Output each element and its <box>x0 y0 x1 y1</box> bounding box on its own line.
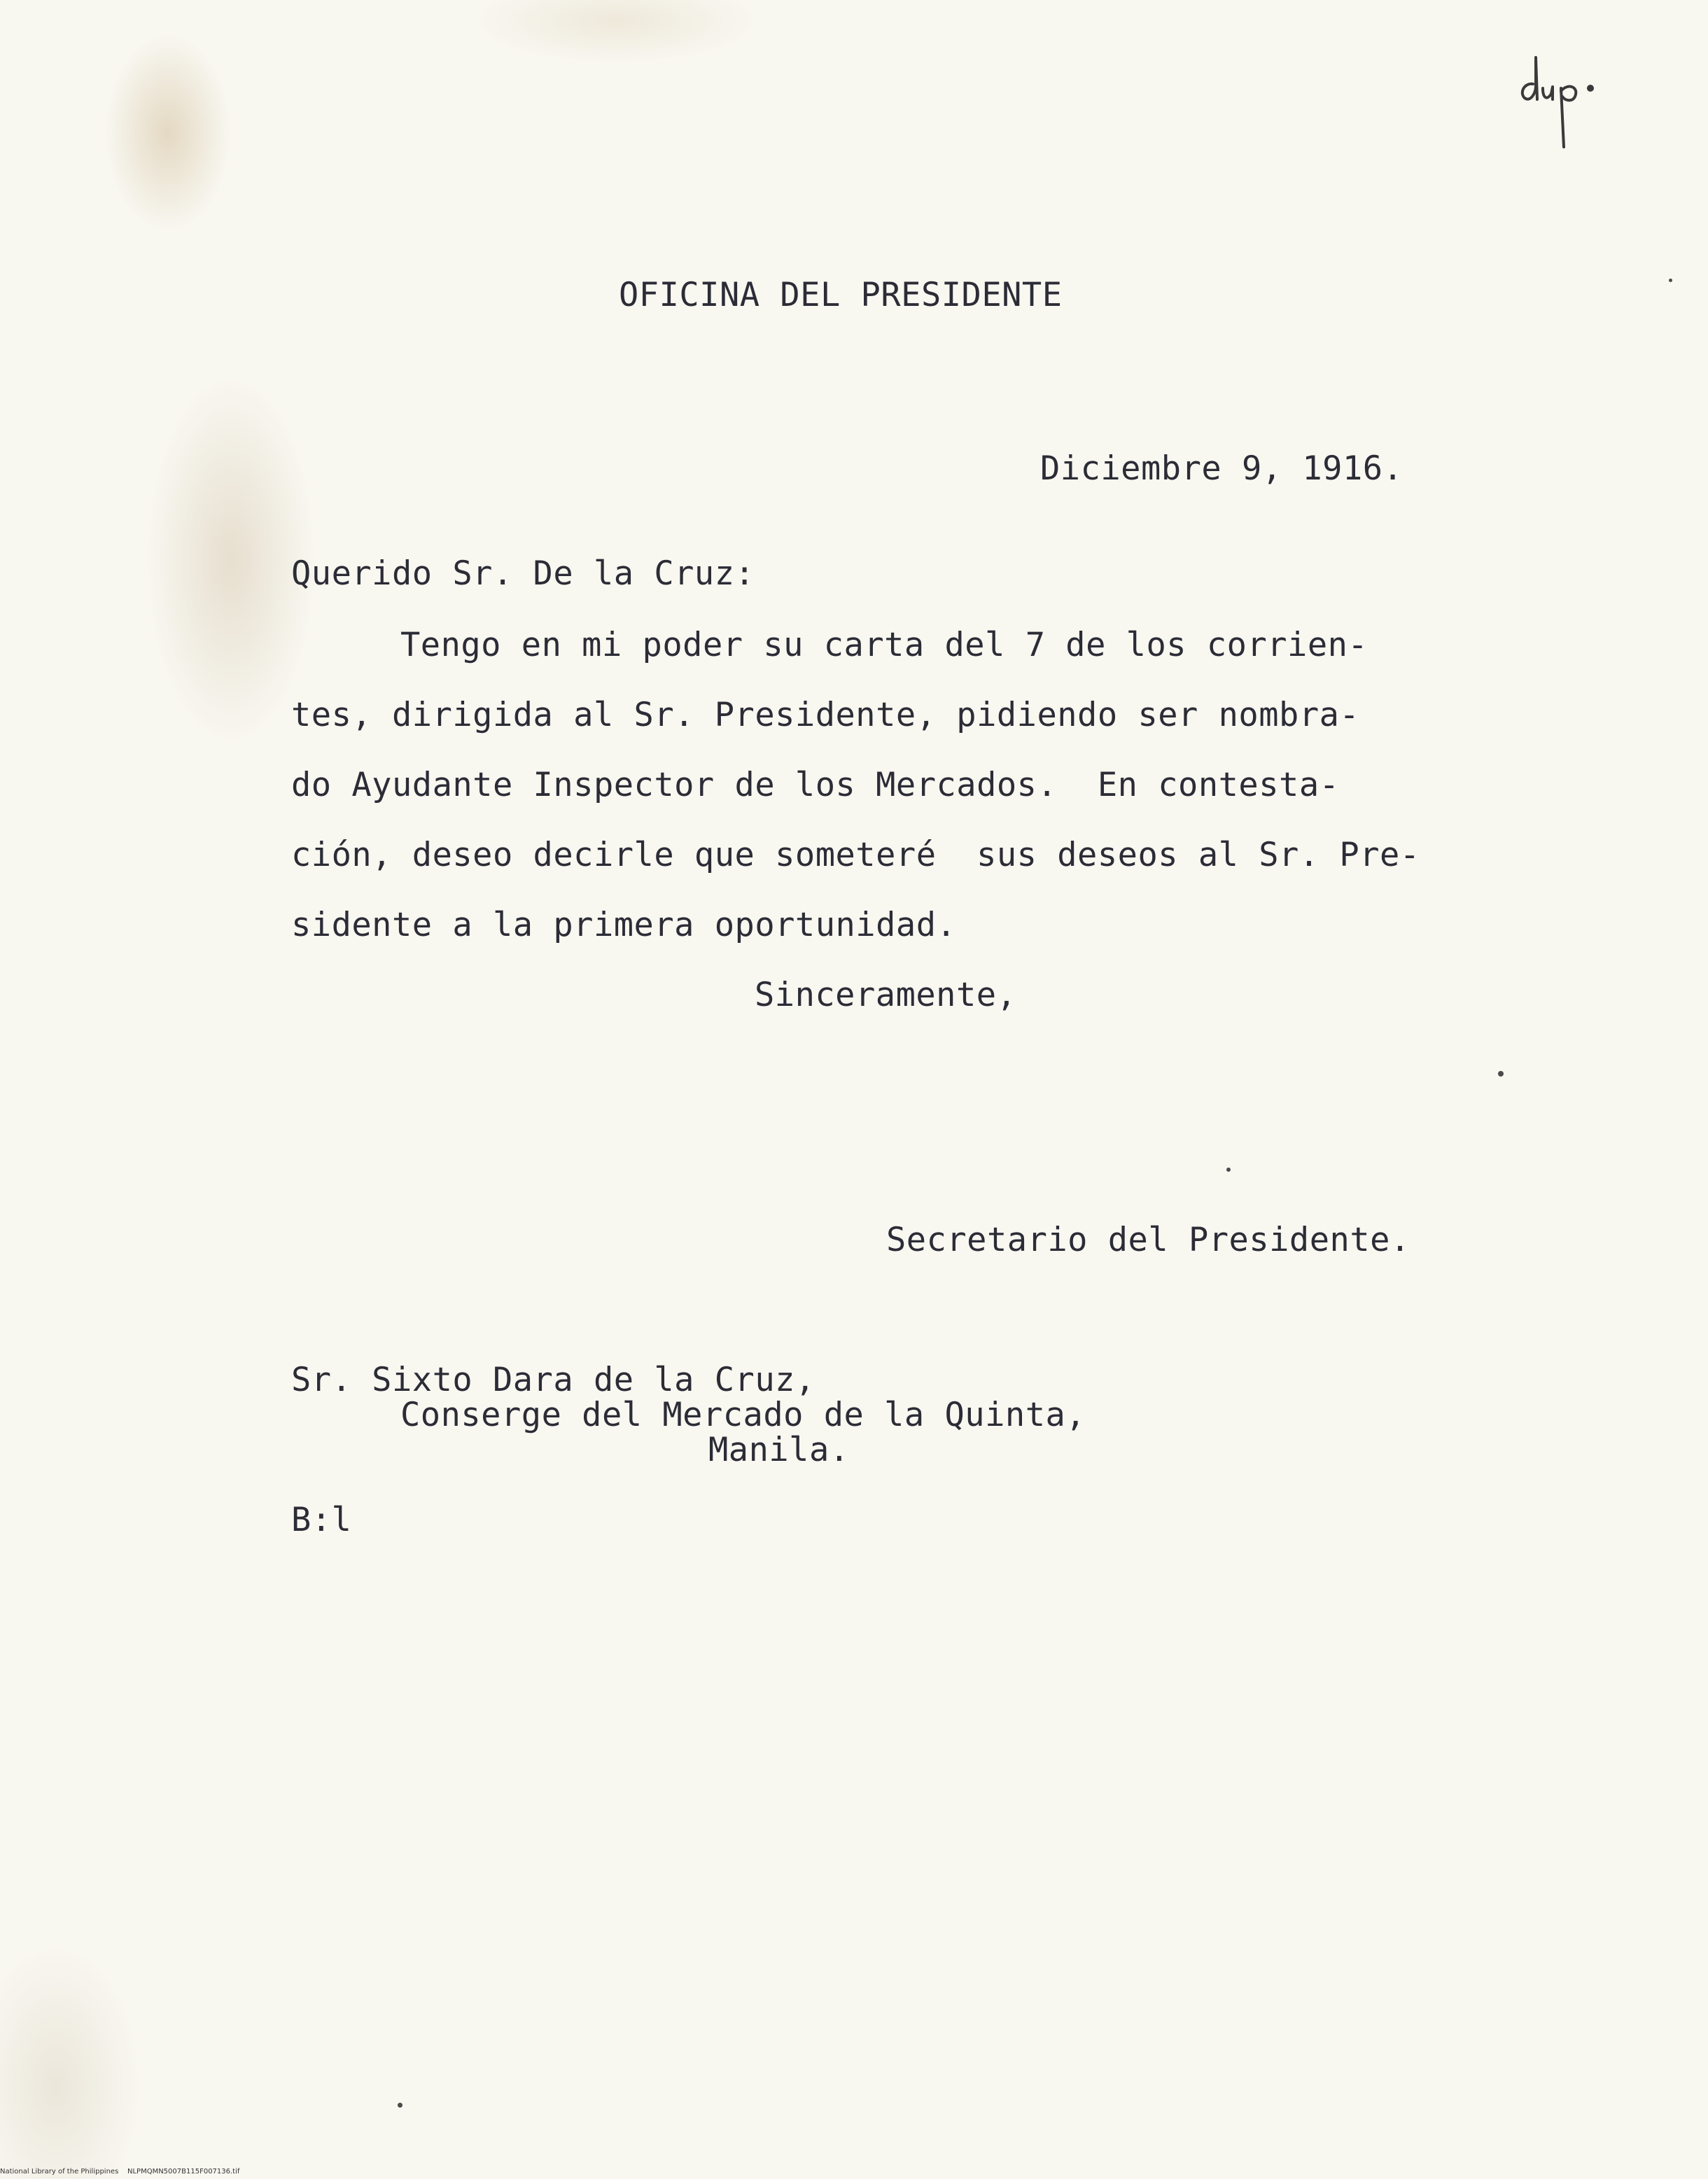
signature-title: Secretario del Presidente. <box>886 1221 1410 1259</box>
paper-speck <box>1226 1168 1231 1172</box>
recipient-city: Manila. <box>708 1431 850 1469</box>
closing: Sinceramente, <box>755 976 1017 1014</box>
body-line: Tengo en mi poder su carta del 7 de los corrien- <box>400 626 1368 664</box>
paper-speck <box>1498 1071 1504 1077</box>
body-line: tes, dirigida al Sr. Presidente, pidiendo ser nombra- <box>291 696 1360 734</box>
salutation: Querido Sr. De la Cruz: <box>291 554 755 593</box>
recipient-position: Conserge del Mercado de la Quinta, <box>400 1396 1086 1434</box>
typist-initials: B:l <box>291 1501 352 1539</box>
body-line: do Ayudante Inspector de los Mercados. En contesta- <box>291 766 1340 804</box>
body-line: sidente a la primera oportunidad. <box>291 906 957 944</box>
recipient-name: Sr. Sixto Dara de la Cruz, <box>291 1361 816 1399</box>
paper-speck <box>1669 279 1672 282</box>
archive-footer: National Library of the Philippines NLPMQMN5007B115F007136.tif <box>0 2168 240 2176</box>
handwritten-dup-note <box>1512 42 1603 154</box>
letter-date: Diciembre 9, 1916. <box>1040 449 1404 488</box>
body-line: ción, deseo decirle que someteré sus deseos al Sr. Pre- <box>291 836 1420 874</box>
letterhead-title: OFICINA DEL PRESIDENTE <box>619 276 1063 314</box>
paper-speck <box>398 2103 402 2108</box>
